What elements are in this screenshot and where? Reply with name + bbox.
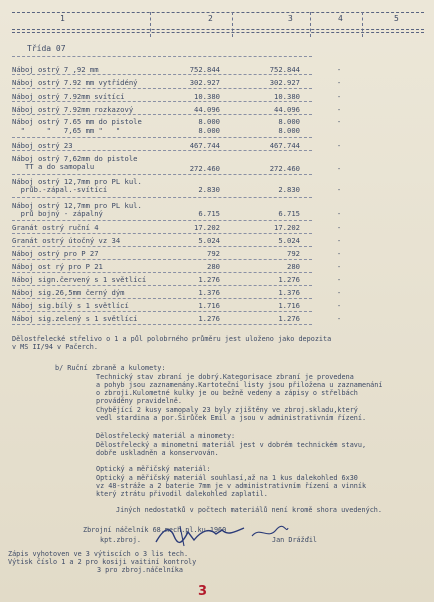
row-separator <box>12 311 312 312</box>
row-value-3: 17.202 <box>274 223 300 232</box>
col-header-2: 2 <box>208 14 213 23</box>
row-separator <box>12 150 312 151</box>
row-separator <box>12 285 312 286</box>
row-separator <box>12 220 312 221</box>
row-label: Náboj sig.26,5mm černý dým <box>12 288 125 297</box>
row-label: " " 7,65 mm " " <box>12 126 121 135</box>
footer-line: Výtisk číslo 1 a 2 pro kosiji vaitiní kontroly <box>8 558 197 566</box>
row-value-4: - <box>336 141 342 150</box>
row-value-3: 752.844 <box>269 65 300 74</box>
row-value-2: 792 <box>207 249 220 258</box>
row-value-2: 44.096 <box>194 105 220 114</box>
row-separator <box>12 174 312 175</box>
section-art-line: dobře uskladněn a konservován. <box>96 449 219 457</box>
row-value-2: 272.460 <box>189 164 220 173</box>
row-value-4: - <box>336 117 342 126</box>
row-value-4: - <box>336 236 342 245</box>
row-label: Náboj ostrý 23 <box>12 141 73 150</box>
row-value-2: 1.276 <box>198 275 220 284</box>
section-title: Třída 07 <box>27 44 66 53</box>
col-divider <box>150 12 151 37</box>
row-value-2: 8.000 <box>198 126 220 135</box>
row-value-2: 1.716 <box>198 301 220 310</box>
section-b-line: Chybějící 2 kusy samopaly 23 byly zjištěny ve zbroj.skladu,který <box>96 406 358 414</box>
row-value-3: 1.716 <box>278 301 300 310</box>
row-label: Náboj ostrý 7.92mm svítící <box>12 92 125 101</box>
row-label: Náboj ostrý 7.92mm rozkazový <box>12 105 134 114</box>
footer-line: 3 pro zbroj.náčelníka <box>97 566 183 574</box>
row-value-4: - <box>336 262 342 271</box>
section-opt-line: vz 48-stráže a 2 baterie 7mm je v administrativním řízení a vinník <box>96 482 367 490</box>
section-b-heading: b/ Ruční zbraně a kulomety: <box>55 364 166 372</box>
row-value-3: 10.380 <box>274 92 300 101</box>
row-value-3: 280 <box>287 262 300 271</box>
row-value-2: 2.830 <box>198 185 220 194</box>
header-rule <box>12 29 424 30</box>
row-value-3: 1.276 <box>278 275 300 284</box>
col-header-1: 1 <box>60 14 65 23</box>
section-b-line: o zbroji.Kulometné kulky je ou bežně vedeny a zápisy o střelbách <box>96 389 358 397</box>
handwritten-signature <box>150 522 250 548</box>
section-art-line: Dělostřelecký a minometní materiál jest v dobrém technickém stavu, <box>96 441 367 449</box>
signature-name: Jan Drážďil <box>272 536 318 544</box>
row-label: Náboj ostrý pro P 27 <box>12 249 99 258</box>
closing-statement: Jiných nedostatků v počtech materiálů není kromě shora uvedených. <box>116 506 382 514</box>
row-separator <box>12 246 312 247</box>
row-separator <box>12 324 312 325</box>
row-value-4: - <box>336 275 342 284</box>
row-separator <box>12 197 312 198</box>
row-value-4: - <box>336 301 342 310</box>
row-separator <box>12 298 312 299</box>
row-separator <box>12 272 312 273</box>
row-value-4: - <box>336 209 342 218</box>
row-value-3: 1.276 <box>278 314 300 323</box>
row-label: Náboj sig.bílý s 1 světlící <box>12 301 129 310</box>
handwritten-signature-flourish <box>250 524 290 542</box>
section-art-heading: Dělostřelecký materiál a minomety: <box>96 432 236 440</box>
header-rule <box>12 32 424 33</box>
row-value-4: - <box>336 249 342 258</box>
row-value-2: 1.376 <box>198 288 220 297</box>
page-number: 3 <box>198 584 208 599</box>
row-value-3: 467.744 <box>269 141 300 150</box>
row-value-2: 467.744 <box>189 141 220 150</box>
row-separator <box>12 259 312 260</box>
col-divider <box>232 12 233 37</box>
row-value-2: 280 <box>207 262 220 271</box>
row-value-4: - <box>336 65 342 74</box>
row-value-2: 1.276 <box>198 314 220 323</box>
row-label: Náboj ostrý 12,7mm pro PL kul. prů bojný - zápalný <box>12 201 142 218</box>
row-label: Náboj sign.červený s 1 světlící <box>12 275 147 284</box>
signature-rank: kpt.zbroj. <box>100 536 141 544</box>
row-label: Náboj ostrý 7.65 mm do pistole <box>12 117 142 126</box>
row-separator <box>12 88 312 89</box>
col-header-5: 5 <box>394 14 399 23</box>
row-label: Náboj ostrý 7,62mm do pistole TT a do samopalu <box>12 154 138 171</box>
row-value-2: 8.000 <box>198 117 220 126</box>
row-separator <box>12 101 312 102</box>
row-label: Náboj sig.zelený s 1 světlící <box>12 314 138 323</box>
row-value-2: 752.844 <box>189 65 220 74</box>
col-header-3: 3 <box>288 14 293 23</box>
row-value-2: 6.715 <box>198 209 220 218</box>
row-value-2: 302.927 <box>189 78 220 87</box>
row-separator <box>12 233 312 234</box>
row-value-3: 44.096 <box>274 105 300 114</box>
footer-line: Zápis vyhotoven ve 3 výtiscích o 3 lis tech. <box>8 550 189 558</box>
col-header-4: 4 <box>338 14 343 23</box>
row-value-4: - <box>336 288 342 297</box>
row-value-3: 6.715 <box>278 209 300 218</box>
row-value-4: - <box>336 164 342 173</box>
section-b-line: prováděny pravidelně. <box>96 397 182 405</box>
row-label: Náboj ostrý 7 ,92 mm <box>12 65 99 74</box>
col-divider <box>310 12 311 37</box>
row-value-2: 17.202 <box>194 223 220 232</box>
section-opt-line: který ztrátu přivodil dalekohled zaplatil. <box>96 490 268 498</box>
row-value-3: 272.460 <box>269 164 300 173</box>
row-value-4: - <box>336 314 342 323</box>
row-value-3: 1.376 <box>278 288 300 297</box>
row-value-4: - <box>336 78 342 87</box>
row-value-4: - <box>336 105 342 114</box>
row-value-3: 792 <box>287 249 300 258</box>
col-divider <box>362 12 363 37</box>
row-value-2: 10.380 <box>194 92 220 101</box>
row-value-3: 2.830 <box>278 185 300 194</box>
deposit-note: Dělostřelecké střelivo o 1 a půl polobrného průměru jest uloženo jako depozita v MS II/94 v Pačerch. <box>12 335 332 351</box>
row-value-3: 302.927 <box>269 78 300 87</box>
section-opt-heading: Optický a měřičský materiál: <box>96 465 211 473</box>
row-label: Náboj ostrý 7.92 mm vytřídéný <box>12 78 138 87</box>
row-label: Náboj ost rý pro P 21 <box>12 262 103 271</box>
row-label: Granát ostrý ruční 4 <box>12 223 99 232</box>
table-header <box>0 12 434 26</box>
section-b-line: a pohyb jsou zaznamenány.Kartoteční listy jsou přiložena u zaznamenání <box>96 381 383 389</box>
section-b-line: Technický stav zbraní je dobrý.Kategorisace zbraní je provedena <box>96 373 354 381</box>
section-b-line: vedl stardina a por.Širůček Emil a jsou v administrativním řízení. <box>96 414 367 422</box>
signature-title: Zbrojní náčelník 68.mech.pl.ku 1960 <box>83 526 227 534</box>
row-value-4: - <box>336 92 342 101</box>
row-value-4: - <box>336 223 342 232</box>
row-value-3: 8.000 <box>278 117 300 126</box>
row-value-3: 5.024 <box>278 236 300 245</box>
row-value-4: - <box>336 185 342 194</box>
row-separator <box>12 137 312 138</box>
row-label: Granát ostrý útočný vz 34 <box>12 236 121 245</box>
row-separator <box>12 114 312 115</box>
row-value-3: 8.000 <box>278 126 300 135</box>
row-label: Náboj ostrý 12,7mm pro PL kul. průb.-zápal.-svítící <box>12 177 142 194</box>
row-value-2: 5.024 <box>198 236 220 245</box>
row-separator <box>12 56 312 57</box>
section-opt-line: Optický a měřičský materiál souhlasí,až na 1 kus dalekohled 6x30 <box>96 474 358 482</box>
row-separator <box>12 74 312 75</box>
